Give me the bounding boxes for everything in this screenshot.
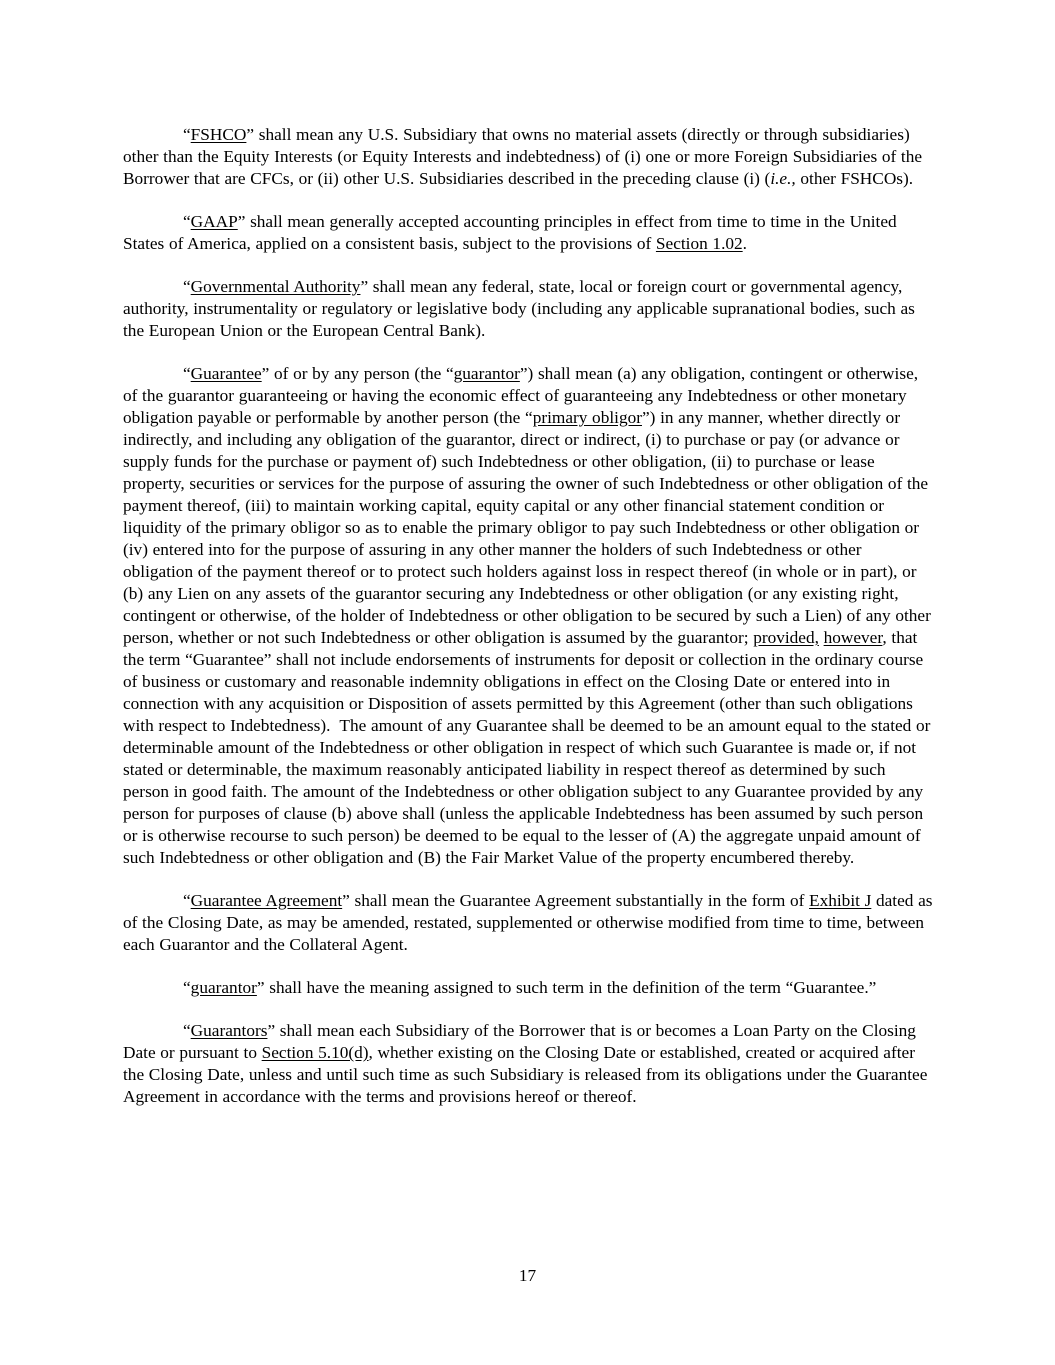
defined-term: Guarantee Agreement: [190, 891, 343, 910]
defined-term: Exhibit J: [809, 891, 872, 910]
text-run: , whether existing on the Closing Date or established, created or acquired after the Closing Date, unless and until such time as such Subsidiary is released from its obligations under the Guarantee Agreement in accordance with the terms and provisions hereof or thereof.: [123, 1043, 928, 1106]
definition-guarantor: [123, 977, 935, 999]
document-body: [123, 124, 935, 1108]
defined-term: Section 1.02: [655, 234, 743, 253]
defined-term: provided,: [753, 628, 819, 647]
defined-term: primary obligor: [532, 408, 642, 427]
text-run: ”) in any manner, whether directly or indirectly, and including any obligation of the guarantor, direct or indirect, (i) to purchase or pay (or advance or supply funds for the purchase or payment of) such Indebtedness or other obligation, (ii) to purchase or lease property, securities or services for the purpose of assuring the owner of such Indebtedness or other obligation of the payment thereof, (iii) to maintain working capital, equity capital or any other financial statement condition or liquidity of the primary obligor so as to enable the primary obligor to pay such Indebtedness or other obligation or (iv) entered into for the purpose of assuring in any other manner the holders of such Indebtedness or other obligation of the payment thereof or to protect such holders against loss in respect thereof (in whole or in part), or (b) any Lien on any assets of the guarantor securing any Indebtedness or other obligation (or any existing right, contingent or otherwise, of the holder of Indebtedness or other obligation to be secured by such a Lien) of any other person, whether or not such Indebtedness or other obligation is assumed by the guarantor;: [123, 408, 931, 647]
defined-term: however: [823, 628, 883, 647]
italic-text-run: i.e.,: [770, 169, 796, 188]
text-run: “: [183, 125, 191, 144]
text-run: “: [183, 212, 191, 231]
text-run: “: [183, 1021, 191, 1040]
text-run: , that the term “Guarantee” shall not include endorsements of instruments for deposit or collection in the ordinary course of business or customary and reasonable indemnity obligations in effect on the Closing Date or entered into in connection with any acquisition or Disposition of assets permitted by this Agreement (other than such obligations with respect to Indebtedness). The amount of any Guarantee shall be deemed to be an amount equal to the stated or determinable amount of the Indebtedness or other obligation in respect of which such Guarantee is made or, if not stated or determinable, the maximum reasonably anticipated liability in respect thereof as determined by such person in good faith. The amount of the Indebtedness or other obligation subject to any Guarantee provided by any person for purposes of clause (b) above shall (unless the applicable Indebtedness has been assumed by such person or is otherwise recourse to such person) be deemed to be equal to the lesser of (A) the aggregate unpaid amount of such Indebtedness or other obligation and (B) the Fair Market Value of the property encumbered thereby.: [123, 628, 931, 867]
text-run: “: [183, 891, 191, 910]
text-run: other FSHCOs).: [795, 169, 914, 188]
definition-governmental-authority: [123, 276, 935, 342]
text-run: “: [183, 978, 191, 997]
text-run: ” of or by any person (the “: [261, 364, 454, 383]
text-run: “: [183, 277, 191, 296]
text-run: ” shall mean generally accepted accounting principles in effect from time to time in the United States of America, applied on a consistent basis, subject to the provisions of: [123, 212, 897, 253]
defined-term: Governmental Authority: [190, 277, 361, 296]
defined-term: GAAP: [190, 212, 238, 231]
text-run: ” shall mean each Subsidiary of the Borrower that is or becomes a Loan Party on the Closing Date or pursuant to: [123, 1021, 916, 1062]
definition-guarantee-agreement: [123, 890, 935, 956]
definition-gaap: [123, 211, 935, 255]
defined-term: Section 5.10(d): [261, 1043, 369, 1062]
text-run: .: [742, 234, 747, 253]
defined-term: guarantor: [190, 978, 257, 997]
text-run: “: [183, 364, 191, 383]
defined-term: FSHCO: [190, 125, 247, 144]
text-run: ” shall mean any U.S. Subsidiary that owns no material assets (directly or through subsidiaries) other than the Equity Interests (or Equity Interests and indebtedness) of (i) one or more Foreign Subsidiaries of the Borrower that are CFCs, or (ii) other U.S. Subsidiaries described in the preceding clause (i) (: [123, 125, 923, 188]
text-run: ” shall mean any federal, state, local or foreign court or governmental agency, authority, instrumentality or regulatory or legislative body (including any applicable supranational bodies, such as the European Union or the European Central Bank).: [123, 277, 915, 340]
defined-term: guarantor: [453, 364, 520, 383]
defined-term: Guarantee: [190, 364, 262, 383]
text-run: ” shall mean the Guarantee Agreement substantially in the form of: [342, 891, 810, 910]
text-run: ” shall have the meaning assigned to such term in the definition of the term “Guarantee.”: [256, 978, 877, 997]
page-number: 17: [518, 1266, 537, 1285]
defined-term: Guarantors: [190, 1021, 268, 1040]
text-run: ”) shall mean (a) any obligation, contingent or otherwise, of the guarantor guaranteeing or having the economic effect of guaranteeing any Indebtedness or other monetary obligation payable or performable by another person (the “: [123, 364, 919, 427]
text-run: dated as of the Closing Date, as may be amended, restated, supplemented or otherwise modified from time to time, between each Guarantor and the Collateral Agent.: [123, 891, 933, 954]
definition-fshco: [123, 124, 935, 190]
definition-guarantors: [123, 1020, 935, 1108]
definition-guarantee: [123, 363, 935, 869]
